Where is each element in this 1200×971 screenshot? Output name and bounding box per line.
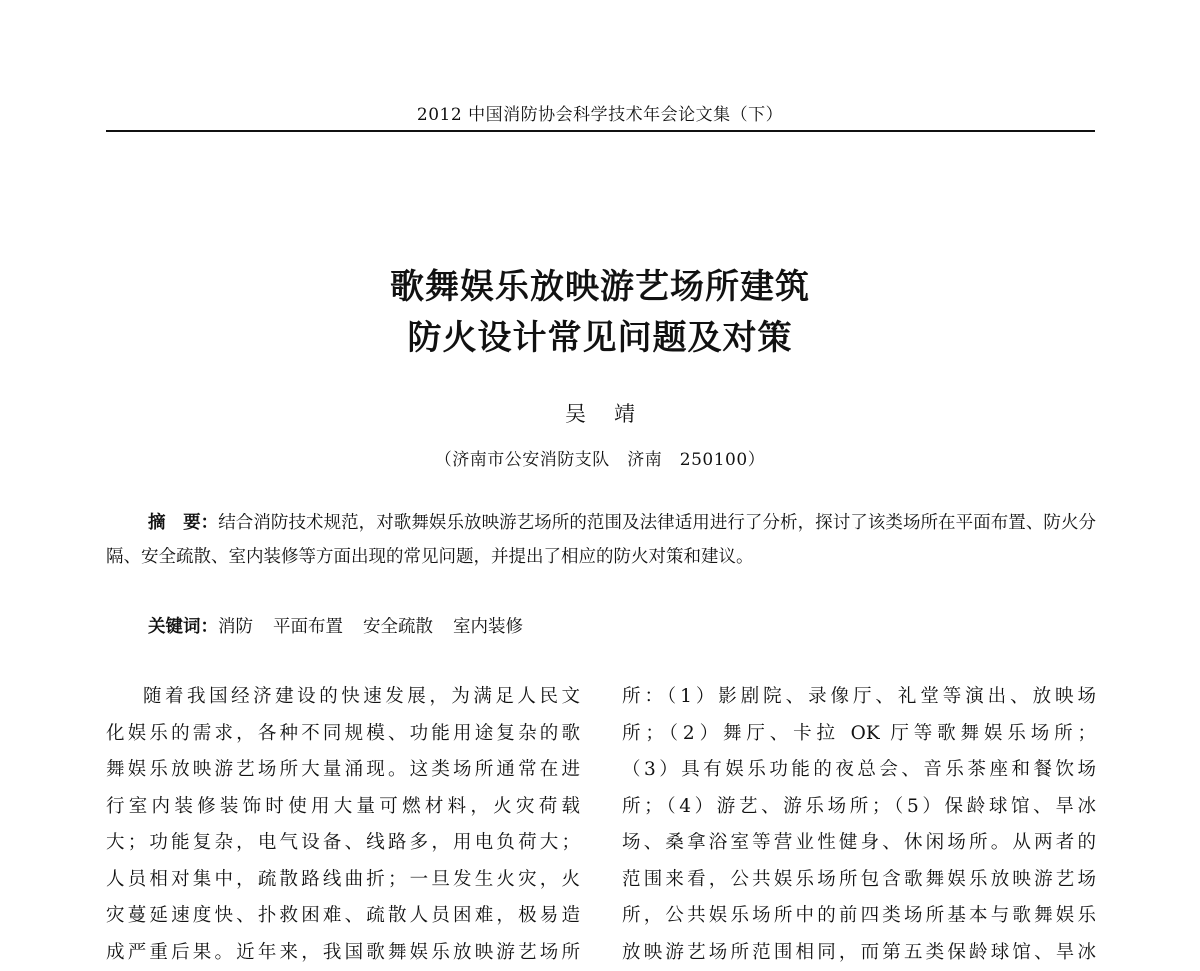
body-line: 随着我国经济建设的快速发展，为满足人民文 <box>106 679 580 716</box>
abstract-label: 摘 要： <box>148 513 218 533</box>
body-line: 成严重后果。近年来，我国歌舞娱乐放映游艺场所 <box>106 935 580 971</box>
body-column-right <box>622 679 1096 971</box>
abstract-text: 结合消防技术规范，对歌舞娱乐放映游艺场所的范围及法律适用进行了分析，探讨了该类场所在平面布置、防火分隔、安全疏散、室内装修等方面出现的常见问题，并提出了相应的防火对策和建议。 <box>106 513 1096 567</box>
running-header: 2012 中国消防协会科学技术年会论文集（下） <box>0 100 1200 125</box>
body-line: 人员相对集中，疏散路线曲折；一旦发生火灾，火 <box>106 862 580 899</box>
body-line: 所；（2）舞厅、卡拉 OK 厅等歌舞娱乐场所； <box>622 716 1096 753</box>
keyword: 平面布置 <box>273 617 343 637</box>
keyword: 安全疏散 <box>363 617 433 637</box>
body-line: 所：（1）影剧院、录像厅、礼堂等演出、放映场 <box>622 679 1096 716</box>
keyword: 消防 <box>218 617 253 637</box>
body-line: 所；（4）游艺、游乐场所；（5）保龄球馆、旱冰 <box>622 789 1096 826</box>
body-line: 大；功能复杂，电气设备、线路多，用电负荷大； <box>106 825 580 862</box>
paper-title-line-2: 防火设计常见问题及对策 <box>0 313 1200 363</box>
body-line: 场、桑拿浴室等营业性健身、休闲场所。从两者的 <box>622 825 1096 862</box>
paper-title-line-1: 歌舞娱乐放映游艺场所建筑 <box>0 262 1200 312</box>
author-name: 吴靖 <box>0 398 1200 428</box>
keywords-label: 关键词： <box>148 617 218 637</box>
body-line: 行室内装修装饰时使用大量可燃材料，火灾荷载 <box>106 789 580 826</box>
body-line: 范围来看，公共娱乐场所包含歌舞娱乐放映游艺场 <box>622 862 1096 899</box>
body-line: 化娱乐的需求，各种不同规模、功能用途复杂的歌 <box>106 716 580 753</box>
keyword: 室内装修 <box>453 617 523 637</box>
body-line: （3）具有娱乐功能的夜总会、音乐茶座和餐饮场 <box>622 752 1096 789</box>
keywords <box>148 610 543 644</box>
body-line: 舞娱乐放映游艺场所大量涌现。这类场所通常在进 <box>106 752 580 789</box>
body-line: 所，公共娱乐场所中的前四类场所基本与歌舞娱乐 <box>622 898 1096 935</box>
body-column-left <box>106 679 580 971</box>
header-rule <box>106 130 1095 132</box>
abstract <box>106 506 1096 574</box>
body-line: 灾蔓延速度快、扑救困难、疏散人员困难，极易造 <box>106 898 580 935</box>
author-affiliation: （济南市公安消防支队 济南 250100） <box>0 445 1200 470</box>
body-line: 放映游艺场所范围相同，而第五类保龄球馆、旱冰 <box>622 935 1096 971</box>
